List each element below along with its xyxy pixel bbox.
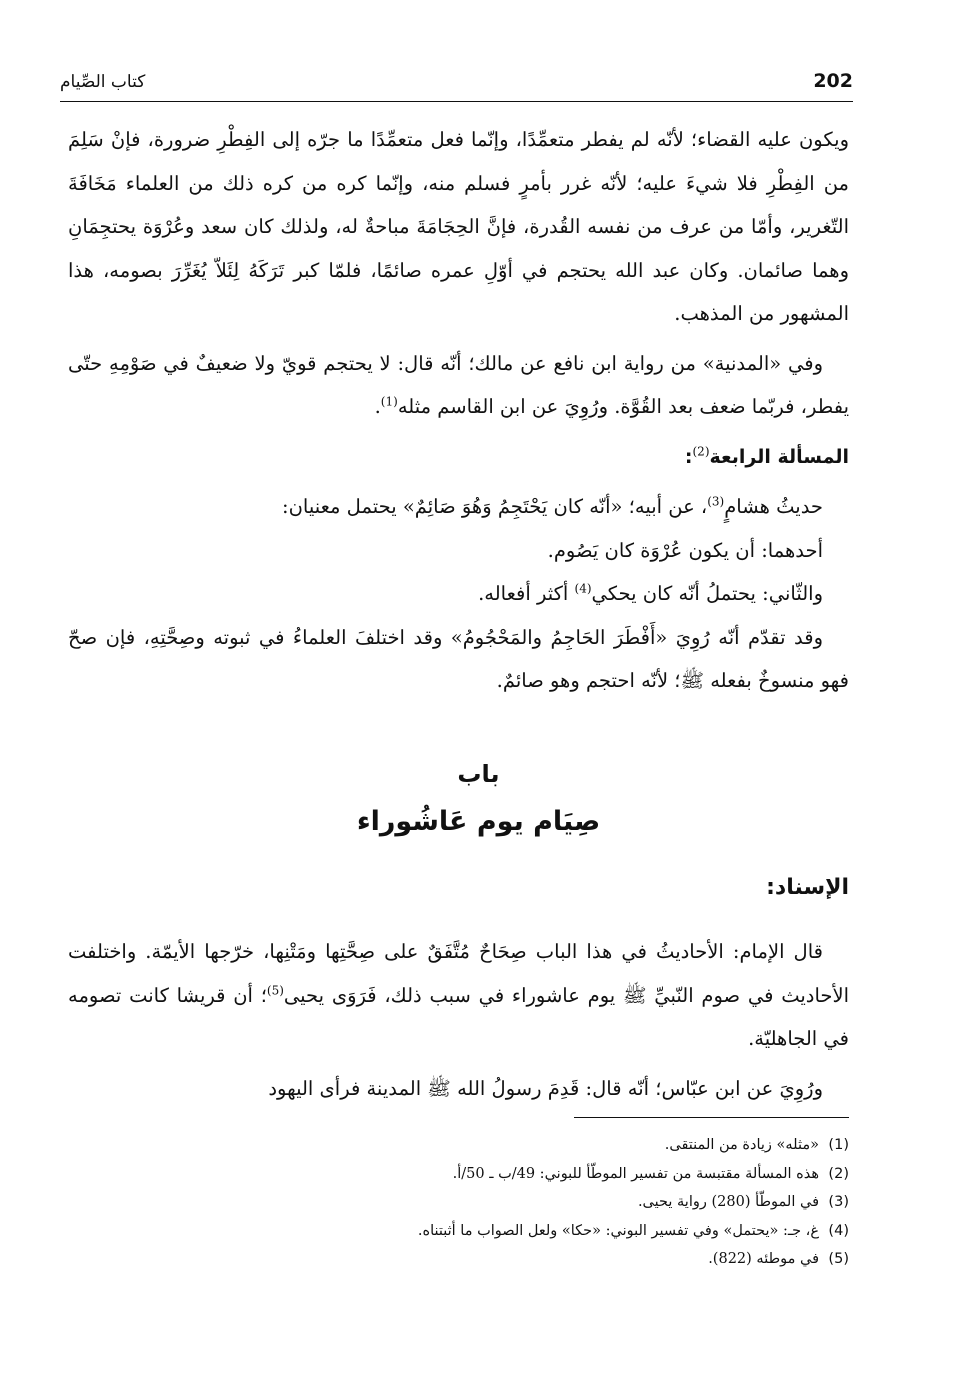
footnote-number: (5) <box>828 1251 849 1267</box>
upper-body-text <box>68 118 849 703</box>
page-header <box>60 70 853 100</box>
paragraph-mudawwana <box>68 342 849 429</box>
paragraph-text: ، عن أبيه؛ «أنّه كان يَحْتَجِمُ وَهُوَ صَائِمٌ» يحتمل معنيان: <box>282 495 708 518</box>
running-title: كتاب الصِّيام <box>60 72 146 92</box>
footnote-ref: (4) <box>574 581 592 596</box>
footnote-3 <box>250 1188 849 1217</box>
section-heading-masala-4 <box>68 435 849 480</box>
paragraph-text: أكثر أفعاله. <box>478 582 575 605</box>
footnote-4 <box>250 1217 849 1246</box>
isnad-heading: الإسناد: <box>766 875 849 900</box>
footnote-ref: (3) <box>707 494 725 509</box>
paragraph-text: والثّاني: يحتملُ أنّه كان يحكي <box>591 582 823 605</box>
page-number: 202 <box>813 70 853 92</box>
footnote-2 <box>250 1160 849 1189</box>
footnote-ref: (1) <box>380 394 398 409</box>
paragraph-second-meaning <box>68 572 849 616</box>
chapter-label: باب <box>457 760 500 788</box>
paragraph-text: وفي «المدنية» من رواية ابن نافع عن مالك؛ أنّه قال: لا يحتجم قويّ ولا ضعيفٌ في صَوْمِهِ حتّى يفطر، فربّما ضعف بعد القُوَّة. ورُوِيَ عن ابن القاسم مثله <box>68 351 849 418</box>
footnote-text: في الموطّأ (280) رواية يحيى. <box>637 1194 819 1210</box>
paragraph-abrogation: وقد تقدّم أنّه رُوِيَ «أَفْطَرَ الحَاجِمُ والمَحْجُومُ» وقد اختلفَ العلماءُ في ثبوته وصِحَّتِهِ، فإن صحّ فهو منسوخٌ بفعله ﷺ؛ لأنّه احتجم وهو صائمٌ. <box>68 625 849 692</box>
chapter-title: صِيَام يوم عَاشُوراء <box>356 806 601 837</box>
footnote-number: (1) <box>828 1137 849 1153</box>
footnote-ref: (5) <box>266 983 284 997</box>
footnote-number: (3) <box>828 1194 849 1210</box>
footnote-number: (4) <box>828 1222 849 1239</box>
footnote-text: «مثله» زيادة من المنتقى. <box>664 1137 819 1153</box>
paragraph-first-meaning: أحدهما: أن يكون عُرْوَة كان يَصُوم. <box>547 538 823 562</box>
paragraph-ibn-abbas: ورُوِيَ عن ابن عبّاس؛ أنّه قال: قَدِمَ رسولُ الله ﷺ المدينة فرأى اليهود <box>268 1076 823 1100</box>
paragraph-text: ؛ أن قريشا كانت تصومه في الجاهليّة. <box>68 983 849 1050</box>
footnote-number: (2) <box>828 1165 849 1182</box>
footnote-text: في موطئه (822). <box>708 1251 819 1267</box>
footnotes <box>250 1131 849 1274</box>
paragraph-hisham-hadith <box>68 485 849 529</box>
footnote-text: غ، جـ: «يحتمل» وفي تفسير البوني: «حكا» ولعل الصواب ما أثبتناه. <box>417 1222 819 1239</box>
paragraph-imam-ahadith <box>68 930 849 1061</box>
paragraph-makruh-cupping: ويكون عليه القضاء؛ لأنّه لم يفطر متعمِّدًا، وإنّما فعل متعمِّدًا ما جرّه إلى الفِطْرِ ضرورة، فإنْ سَلِمَ من الفِطْرِ فلا شيءَ عليه؛ لأنّه غرر بأمرٍ فسلم منه، وإنّما كره من كره ذلك من العلماء مَخَافَةَ التّغرير، وأمّا من عرف من نفسه القُدرة، فإنَّ الحِجَامَةَ مباحةٌ له، ولذلك كان سعد وعُرْوَة يحتجِمَانِ وهما صائمان. وكان عبد الله يحتجم في أوّلِ عمره صائمًا، فلمّا كبر تَرَكَهُ لِئَلاّ يُغَرِّرَ بصومه، هذا المشهور من المذهب. <box>68 128 849 325</box>
section-title: المسألة الرابعة <box>709 445 849 468</box>
lower-body-text <box>68 930 849 1110</box>
section-colon: : <box>684 445 693 468</box>
footnote-divider <box>574 1117 849 1118</box>
footnote-1 <box>250 1131 849 1160</box>
footnote-text: هذه المسألة مقتبسة من تفسير الموطّأ للبوني: 49/ب ـ 50/أ. <box>452 1165 819 1182</box>
footnote-5 <box>250 1245 849 1274</box>
paragraph-text: قال الإمام: الأحاديثُ في هذا الباب صِحَاحٌ مُتَّفَقٌ على صِحَّتِها ومَتْنِها، خرّجها الأيمّة. واختلفت الأحاديث في صوم النّبيِّ ﷺ يوم عاشوراء في سبب ذلك، فَرَوَى يحيى <box>68 940 849 1007</box>
footnote-ref: (2) <box>692 444 710 458</box>
paragraph-end: . <box>374 395 381 418</box>
paragraph-text: حديثُ هشامٍ <box>724 495 823 518</box>
header-divider <box>60 101 853 102</box>
